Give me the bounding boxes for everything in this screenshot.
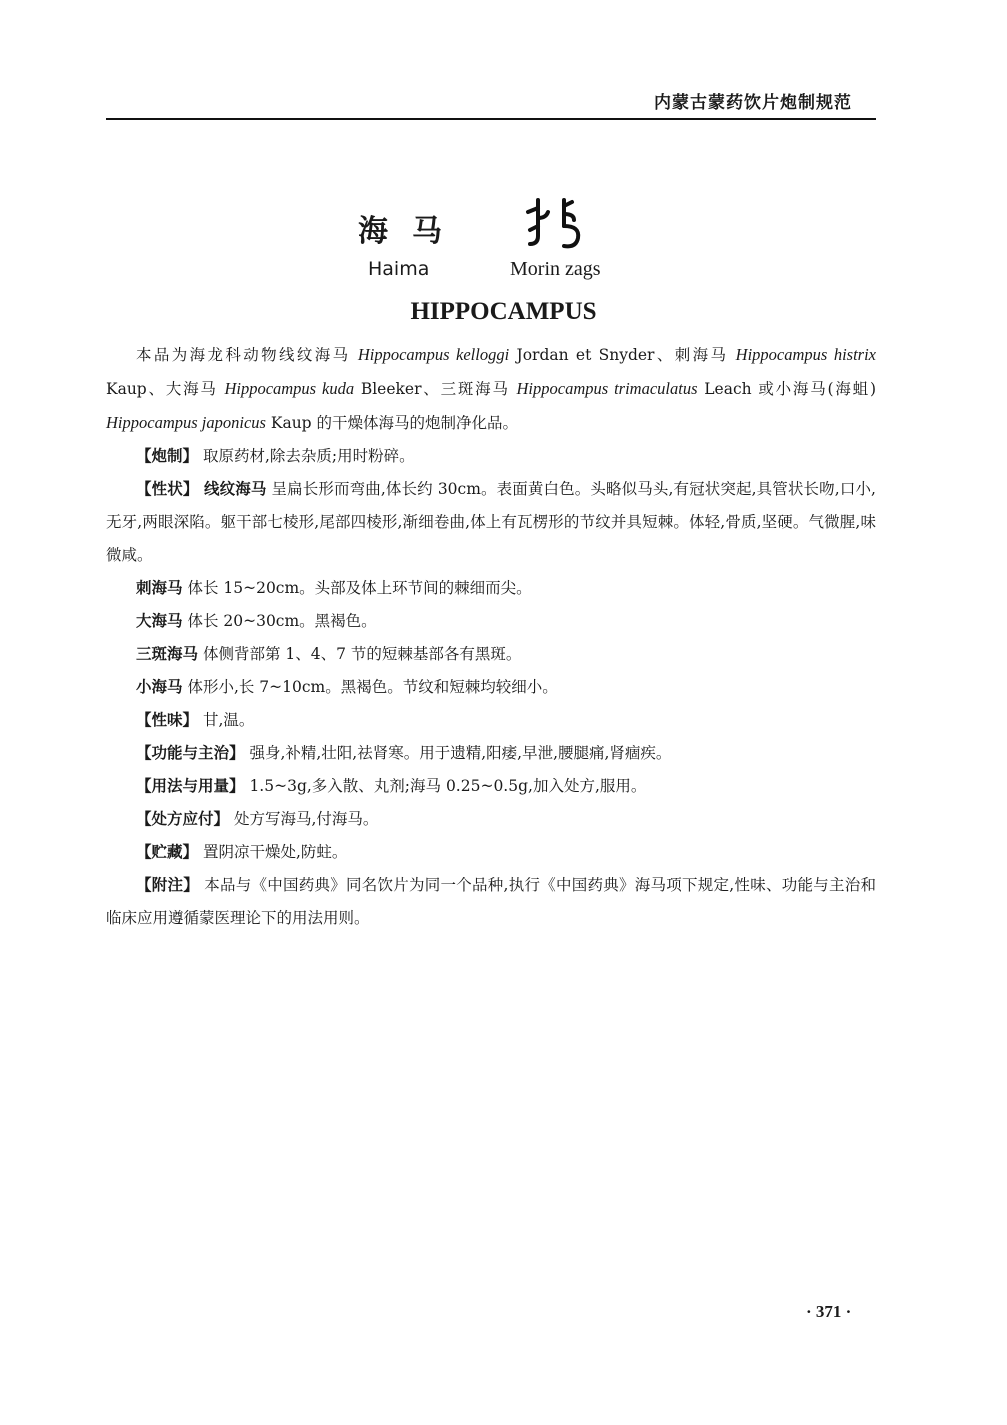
section-label: 【性味】: [136, 711, 199, 729]
title-chinese: 海马: [358, 214, 466, 249]
section-text: 呈扁长形而弯曲,体长约 30cm。表面黄白色。头略似马头,有冠状突起,具管状长吻,口小,无牙,两眼深陷。躯干部七棱形,尾部四棱形,渐细卷曲,体上有瓦楞形的节纹并具短棘。体轻,骨质,坚硬。气微腥,味微咸。: [106, 480, 876, 564]
mongolian-script-glyph: [524, 196, 586, 252]
species-label: 三斑海马: [136, 645, 199, 663]
page-number: · 371 ·: [806, 1302, 852, 1321]
species-entry: [106, 605, 876, 638]
section-properties: [106, 704, 876, 737]
section-label: 【附注】: [136, 876, 200, 894]
species-label: 大海马: [136, 612, 183, 630]
species-name: Hippocampus japonicus: [106, 413, 266, 432]
section-text: 强身,补精,壮阳,祛肾寒。用于遗精,阳痿,早泄,腰腿痛,肾痼疾。: [244, 744, 672, 762]
section-label: 【用法与用量】: [136, 777, 245, 795]
intro-text: 本品为海龙科动物线纹海马: [136, 346, 358, 364]
section-text: 置阴凉干燥处,防蛀。: [198, 843, 348, 861]
section-label: 【功能与主治】: [136, 744, 245, 762]
running-head: 内蒙古蒙药饮片炮制规范: [654, 93, 852, 113]
section-text: 本品与《中国药典》同名饮片为同一个品种,执行《中国药典》海马项下规定,性味、功能与主治和临床应用遵循蒙医理论下的用法用则。: [106, 876, 876, 927]
section-label: 【贮藏】: [136, 843, 199, 861]
species-name: Hippocampus histrix: [735, 345, 877, 364]
species-name: Hippocampus trimaculatus: [516, 379, 698, 398]
intro-text: Jordan et Snyder、刺海马: [509, 346, 736, 364]
section-text: 取原药材,除去杂质;用时粉碎。: [198, 447, 415, 465]
section-functions: [106, 737, 876, 770]
section-processing: [106, 440, 876, 473]
species-text: 体长 20~30cm。黑褐色。: [182, 612, 377, 630]
species-text: 体形小,长 7~10cm。黑褐色。节纹和短棘均较细小。: [182, 678, 558, 696]
header-rule: [106, 118, 876, 120]
section-prescription: [106, 803, 876, 836]
intro-text: Bleeker、三斑海马: [354, 380, 517, 398]
section-text: 甘,温。: [198, 711, 255, 729]
species-entry: [106, 638, 876, 671]
species-label: 刺海马: [136, 579, 183, 597]
intro-text: Kaup 的干燥体海马的炮制净化品。: [265, 414, 519, 432]
section-note: [106, 869, 876, 935]
section-text: 1.5~3g,多入散、丸剂;海马 0.25~0.5g,加入处方,服用。: [244, 777, 647, 795]
title-latin: HIPPOCAMPUS: [410, 298, 597, 325]
section-text: 处方写海马,付海马。: [229, 810, 379, 828]
title-row: [0, 196, 1007, 256]
species-text: 体长 15~20cm。头部及体上环节间的棘细而尖。: [182, 579, 532, 597]
title-pinyin: Haima: [368, 258, 430, 280]
species-entry: [106, 671, 876, 704]
intro-text: Kaup、大海马: [106, 380, 225, 398]
section-storage: [106, 836, 876, 869]
title-mongolian-latin: Morin zags: [510, 258, 601, 280]
section-dosage: [106, 770, 876, 803]
section-label: 【处方应付】: [136, 810, 230, 828]
intro-paragraph: [106, 338, 876, 440]
species-entry: [106, 572, 876, 605]
intro-text: Leach 或小海马(海蛆): [697, 380, 877, 398]
species-text: 体侧背部第 1、4、7 节的短棘基部各有黑斑。: [198, 645, 522, 663]
species-label: 小海马: [136, 678, 183, 696]
section-label: 【炮制】: [136, 447, 199, 465]
section-characters: [106, 473, 876, 572]
section-label: 【性状】: [136, 480, 199, 498]
species-name: Hippocampus kelloggi: [357, 345, 510, 364]
subsection-label: 线纹海马: [198, 480, 267, 498]
species-name: Hippocampus kuda: [224, 379, 355, 398]
monograph-body: [106, 338, 876, 935]
